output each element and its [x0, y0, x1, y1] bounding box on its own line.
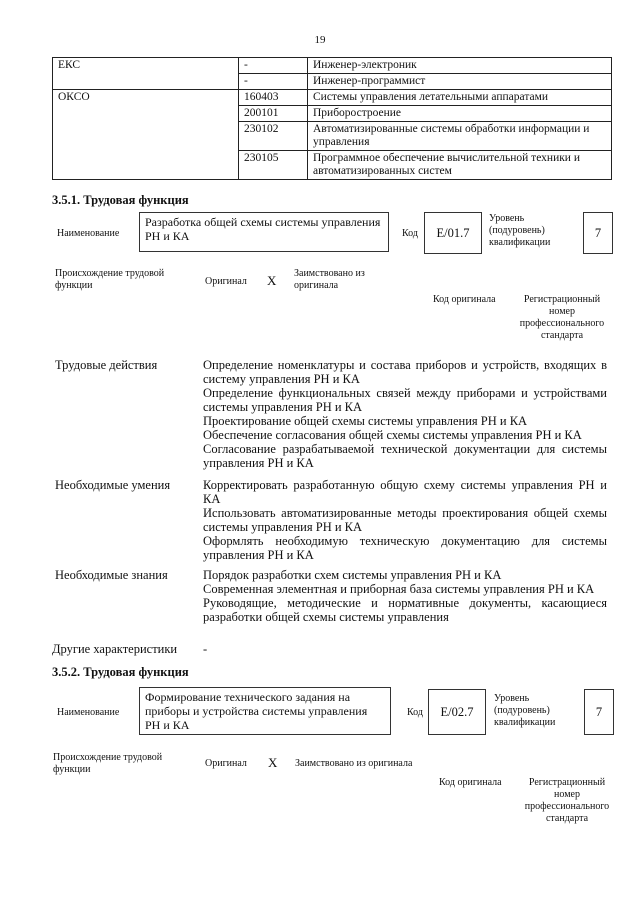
- function-name-box: Формирование технического задания на приборы и устройства системы управления РН и КА: [139, 687, 391, 735]
- code-label: Код: [407, 707, 423, 718]
- registration-number-label: Регистрационный номер профессионального стандарта: [519, 294, 605, 341]
- list-item: Порядок разработки схем системы управления РН и КА: [203, 568, 502, 582]
- origin-label: Происхождение трудовой функции: [55, 268, 165, 291]
- knowledge-list: [203, 568, 607, 624]
- table-cell: 230102: [239, 122, 308, 151]
- level-value-box: 7: [584, 689, 614, 735]
- list-item: Оформлять необходимую техническую документацию для системы управления РН и КА: [203, 534, 607, 562]
- table-cell: Приборостроение: [308, 106, 612, 122]
- original-mark: X: [267, 273, 277, 288]
- list-item: Использовать автоматизированные методы проектирования общей схемы системы управления РН и КА: [203, 506, 607, 534]
- table-cell: Автоматизированные системы обработки информации и управления: [308, 122, 612, 151]
- table-cell: Инженер-программист: [308, 74, 612, 90]
- list-item: Проектирование общей схемы системы управления РН и КА: [203, 414, 528, 428]
- code-value-box: E/01.7: [424, 212, 482, 254]
- table-cell: ОКСО: [53, 90, 239, 180]
- table-cell: -: [239, 58, 308, 74]
- list-item: Современная элементная и приборная база системы управления РН и КА: [203, 582, 595, 596]
- original-mark: X: [268, 755, 278, 770]
- table-cell: 230105: [239, 151, 308, 180]
- section-heading: 3.5.2. Трудовая функция: [52, 665, 189, 679]
- name-label: Наименование: [57, 707, 120, 718]
- skills-list: [203, 478, 607, 562]
- knowledge-label: Необходимые знания: [55, 568, 168, 582]
- code-value-box: E/02.7: [428, 689, 486, 735]
- list-item: Согласование разрабатываемой технической документации для системы управления РН и КА: [203, 442, 607, 470]
- table-cell: ЕКС: [53, 58, 239, 90]
- level-label: Уровень (подуровень) квалификации: [489, 213, 551, 248]
- origin-label: Происхождение трудовой функции: [53, 752, 163, 775]
- skills-label: Необходимые умения: [55, 478, 171, 492]
- level-label: Уровень (подуровень) квалификации: [494, 693, 556, 728]
- code-original-label: Код оригинала: [433, 294, 496, 305]
- borrowed-label: Заимствовано из оригинала: [295, 758, 413, 769]
- table-cell: 160403: [239, 90, 308, 106]
- list-item: Обеспечение согласования общей схемы системы управления РН и КА: [203, 428, 582, 442]
- table-row: [53, 58, 612, 74]
- level-value-box: 7: [583, 212, 613, 254]
- section-heading: 3.5.1. Трудовая функция: [52, 193, 189, 207]
- page-number: 19: [314, 34, 326, 46]
- table-cell: Системы управления летательными аппаратами: [308, 90, 612, 106]
- table-cell: -: [239, 74, 308, 90]
- classification-table: [52, 57, 612, 180]
- function-name-box: Разработка общей схемы системы управления РН и КА: [139, 212, 389, 252]
- other-label: Другие характеристики: [52, 642, 178, 656]
- list-item: Определение номенклатуры и состава приборов и устройств, входящих в систему управления РН и КА: [203, 358, 607, 386]
- registration-number-label: Регистрационный номер профессионального стандарта: [524, 777, 610, 824]
- original-label: Оригинал: [205, 758, 247, 769]
- table-cell: 200101: [239, 106, 308, 122]
- original-label: Оригинал: [205, 276, 247, 287]
- actions-label: Трудовые действия: [55, 358, 158, 372]
- other-value: -: [203, 642, 208, 656]
- list-item: Корректировать разработанную общую схему системы управления РН и КА: [203, 478, 607, 506]
- borrowed-label: Заимствовано из оригинала: [294, 268, 365, 291]
- code-original-label: Код оригинала: [439, 777, 502, 788]
- table-cell: Инженер-электроник: [308, 58, 612, 74]
- table-row: [53, 90, 612, 106]
- name-label: Наименование: [57, 228, 120, 239]
- actions-list: [203, 358, 607, 470]
- code-label: Код: [402, 228, 418, 239]
- list-item: Определение функциональных связей между приборами и устройствами системы управления РН и КА: [203, 386, 607, 414]
- list-item: Руководящие, методические и нормативные документы, касающиеся разработки общей схемы системы управления: [203, 596, 607, 624]
- table-cell: Программное обеспечение вычислительной техники и автоматизированных систем: [308, 151, 612, 180]
